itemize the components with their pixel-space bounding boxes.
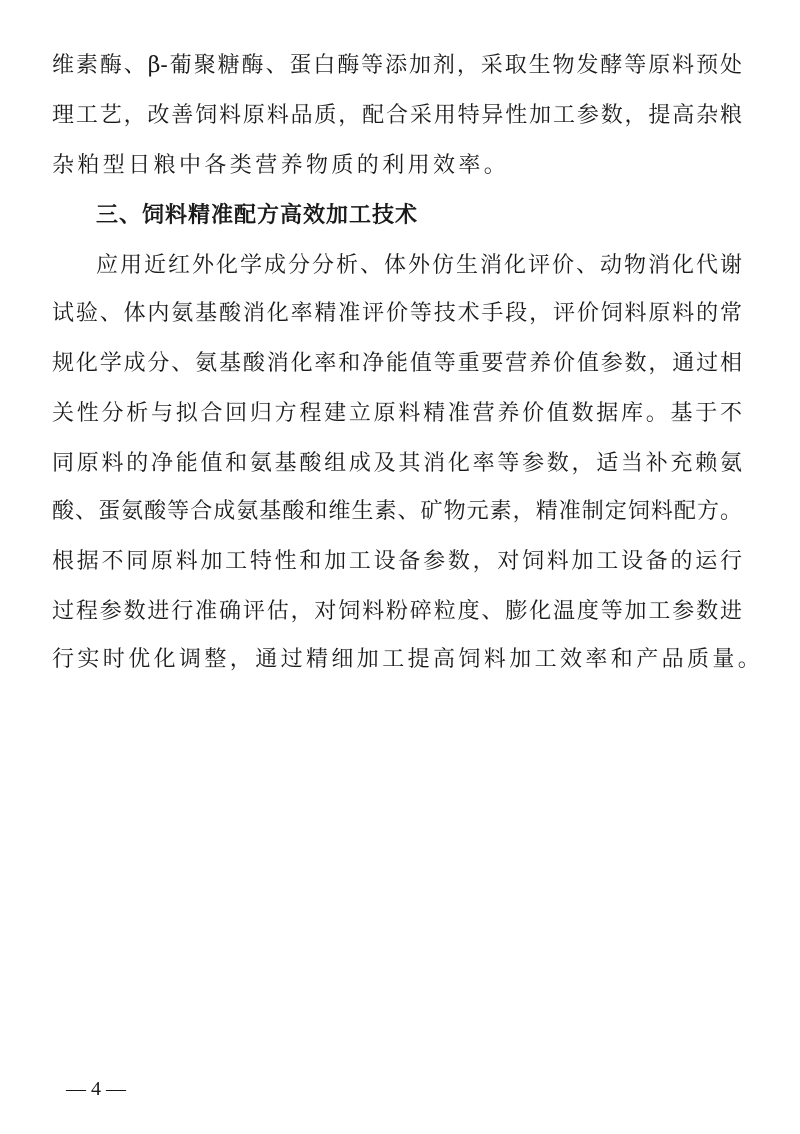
paragraph-line: 理工艺，改善饲料原料品质，配合采用特异性加工参数，提高杂粮	[52, 103, 742, 128]
paragraph-line: 过程参数进行准确评估，对饲料粉碎粒度、膨化温度等加工参数进	[52, 599, 742, 624]
paragraph-line: 同原料的净能值和氨基酸组成及其消化率等参数，适当补充赖氨	[52, 451, 742, 476]
section-heading: 三、饲料精准配方高效加工技术	[96, 203, 419, 228]
paragraph-line: 根据不同原料加工特性和加工设备参数，对饲料加工设备的运行	[52, 549, 742, 574]
paragraph-line: 维素酶、β-葡聚糖酶、蛋白酶等添加剂，采取生物发酵等原料预处	[52, 53, 742, 78]
paragraph-line: 应用近红外化学成分分析、体外仿生消化评价、动物消化代谢	[96, 253, 742, 278]
paragraph-line: 酸、蛋氨酸等合成氨基酸和维生素、矿物元素，精准制定饲料配方。	[52, 499, 742, 524]
page-number: — 4 —	[66, 1078, 126, 1100]
paragraph-line: 杂粕型日粮中各类营养物质的利用效率。	[52, 153, 510, 178]
paragraph-line: 试验、体内氨基酸消化率精准评价等技术手段，评价饲料原料的常	[52, 301, 742, 326]
paragraph-line: 行实时优化调整，通过精细加工提高饲料加工效率和产品质量。	[52, 647, 764, 672]
paragraph-line: 关性分析与拟合回归方程建立原料精准营养价值数据库。基于不	[52, 401, 742, 426]
paragraph-line: 规化学成分、氨基酸消化率和净能值等重要营养价值参数，通过相	[52, 351, 742, 376]
